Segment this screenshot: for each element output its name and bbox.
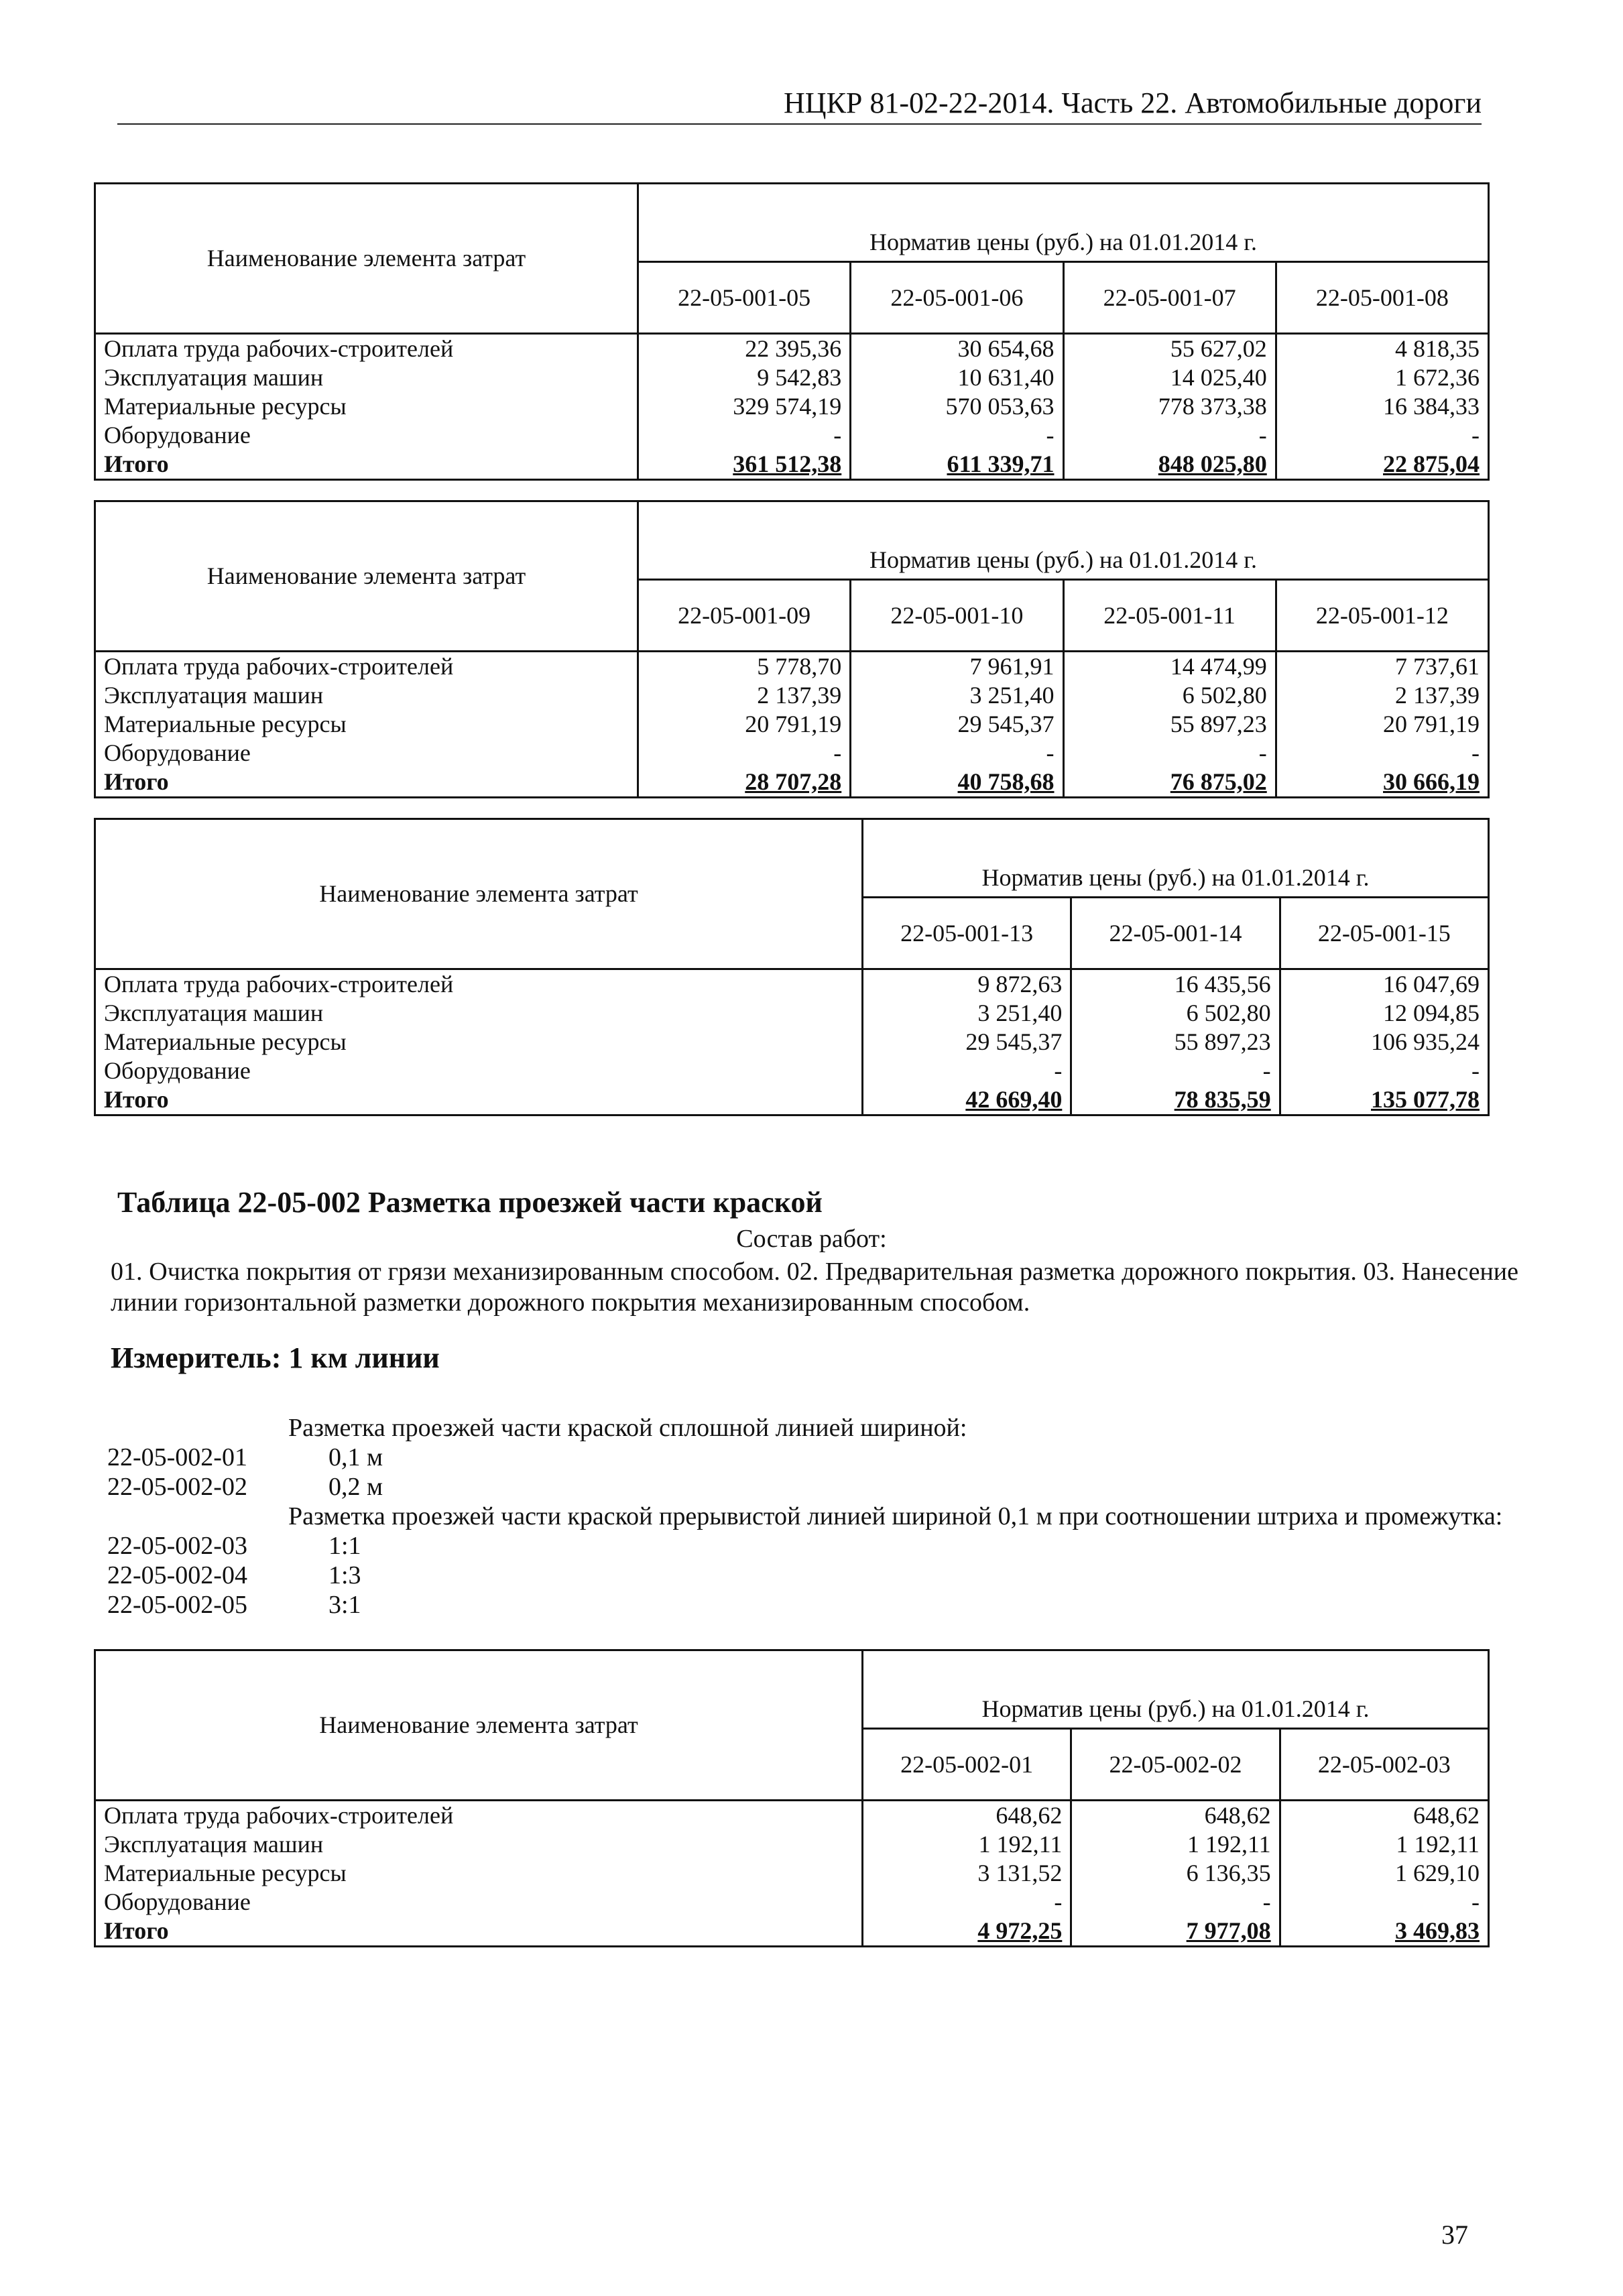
cell-value: 7 977,08 xyxy=(1071,1917,1280,1947)
spec-code: 22-05-002-02 xyxy=(107,1473,247,1501)
cell-value: 3 251,40 xyxy=(851,681,1063,710)
spec-code: 22-05-002-05 xyxy=(107,1591,247,1619)
cell-value: 78 835,59 xyxy=(1071,1085,1280,1115)
row-label: Оплата труда рабочих-строителей xyxy=(95,969,863,1000)
cell-value: 9 542,83 xyxy=(638,363,851,392)
row-label: Оплата труда рабочих-строителей xyxy=(95,1801,863,1831)
spec-value: 3:1 xyxy=(328,1591,361,1619)
cell-value: 6 136,35 xyxy=(1071,1859,1280,1888)
code-header: 22-05-001-14 xyxy=(1071,898,1280,969)
cell-value: 570 053,63 xyxy=(851,392,1063,421)
cell-value: 22 395,36 xyxy=(638,334,851,364)
cell-value: - xyxy=(863,1888,1071,1917)
row-label: Оборудование xyxy=(95,421,638,450)
code-header: 22-05-001-07 xyxy=(1063,262,1276,334)
cell-value: - xyxy=(638,739,851,768)
row-label: Итого xyxy=(95,450,638,480)
cell-value: - xyxy=(851,739,1063,768)
cell-value: - xyxy=(1071,1056,1280,1085)
cell-value: - xyxy=(1276,739,1488,768)
table-row xyxy=(95,739,1489,768)
cell-value: 55 627,02 xyxy=(1063,334,1276,364)
row-label: Оборудование xyxy=(95,1056,863,1085)
code-header: 22-05-002-01 xyxy=(863,1729,1071,1801)
name-column-header: Наименование элемента затрат xyxy=(95,819,863,969)
cost-table-4 xyxy=(94,1649,1490,1947)
cell-value: 55 897,23 xyxy=(1071,1028,1280,1056)
cell-value: 778 373,38 xyxy=(1063,392,1276,421)
running-header: НЦКР 81-02-22-2014. Часть 22. Автомобильные дороги xyxy=(117,84,1482,125)
cell-value: 29 545,37 xyxy=(851,710,1063,739)
spec-group-heading: Разметка проезжей части краской прерывистой линией шириной 0,1 м при соотношении штриха и промежутка: xyxy=(288,1502,1503,1530)
code-header: 22-05-001-15 xyxy=(1280,898,1488,969)
cell-value: 16 435,56 xyxy=(1071,969,1280,1000)
table-row xyxy=(95,1056,1489,1085)
cell-value: 7 961,91 xyxy=(851,652,1063,682)
row-label: Материальные ресурсы xyxy=(95,1859,863,1888)
norm-header: Норматив цены (руб.) на 01.01.2014 г. xyxy=(638,184,1489,262)
table-row xyxy=(95,1859,1489,1888)
total-row xyxy=(95,1917,1489,1947)
table-row xyxy=(95,392,1489,421)
cell-value: 135 077,78 xyxy=(1280,1085,1488,1115)
cell-value: 329 574,19 xyxy=(638,392,851,421)
cell-value: 16 047,69 xyxy=(1280,969,1488,1000)
code-header: 22-05-001-13 xyxy=(863,898,1071,969)
cell-value: 1 672,36 xyxy=(1276,363,1488,392)
name-column-header: Наименование элемента затрат xyxy=(95,1650,863,1801)
table-row xyxy=(95,421,1489,450)
cell-value: 2 137,39 xyxy=(638,681,851,710)
row-label: Итого xyxy=(95,1085,863,1115)
cell-value: 1 629,10 xyxy=(1280,1859,1488,1888)
cell-value: 76 875,02 xyxy=(1063,768,1276,798)
spec-value: 1:1 xyxy=(328,1532,361,1560)
cell-value: - xyxy=(1280,1056,1488,1085)
row-label: Материальные ресурсы xyxy=(95,710,638,739)
code-header: 22-05-001-06 xyxy=(851,262,1063,334)
cell-value: 40 758,68 xyxy=(851,768,1063,798)
cell-value: 28 707,28 xyxy=(638,768,851,798)
table-row xyxy=(95,334,1489,364)
cell-value: 10 631,40 xyxy=(851,363,1063,392)
cell-value: 9 872,63 xyxy=(863,969,1071,1000)
cell-value: 4 972,25 xyxy=(863,1917,1071,1947)
table-row xyxy=(95,999,1489,1028)
cell-value: 3 131,52 xyxy=(863,1859,1071,1888)
row-label: Эксплуатация машин xyxy=(95,999,863,1028)
cell-value: 55 897,23 xyxy=(1063,710,1276,739)
cell-value: 20 791,19 xyxy=(638,710,851,739)
cell-value: 648,62 xyxy=(1280,1801,1488,1831)
spec-value: 0,2 м xyxy=(328,1473,383,1501)
total-row xyxy=(95,1085,1489,1115)
cost-table-1 xyxy=(94,182,1490,481)
cell-value: 12 094,85 xyxy=(1280,999,1488,1028)
row-label: Материальные ресурсы xyxy=(95,1028,863,1056)
cell-value: 1 192,11 xyxy=(1071,1830,1280,1859)
cell-value: - xyxy=(638,421,851,450)
row-label: Оплата труда рабочих-строителей xyxy=(95,652,638,682)
cell-value: 3 251,40 xyxy=(863,999,1071,1028)
spec-group-heading: Разметка проезжей части краской сплошной линией шириной: xyxy=(288,1414,967,1442)
norm-header: Норматив цены (руб.) на 01.01.2014 г. xyxy=(863,819,1489,898)
code-header: 22-05-002-02 xyxy=(1071,1729,1280,1801)
row-label: Итого xyxy=(95,1917,863,1947)
row-label: Материальные ресурсы xyxy=(95,392,638,421)
cell-value: 14 474,99 xyxy=(1063,652,1276,682)
cell-value: 106 935,24 xyxy=(1280,1028,1488,1056)
table-row xyxy=(95,969,1489,1000)
table-row xyxy=(95,363,1489,392)
spec-code: 22-05-002-03 xyxy=(107,1532,247,1560)
table-row xyxy=(95,1888,1489,1917)
table-row xyxy=(95,710,1489,739)
cell-value: 7 737,61 xyxy=(1276,652,1488,682)
work-composition-text: 01. Очистка покрытия от грязи механизированным способом. 02. Предварительная разметка дорожного покрытия. 03. Нанесение линии горизонтальной разметки дорожного покрытия механизированным способом. xyxy=(111,1258,1518,1317)
cell-value: 648,62 xyxy=(1071,1801,1280,1831)
norm-header: Норматив цены (руб.) на 01.01.2014 г. xyxy=(863,1650,1489,1729)
cell-value: 22 875,04 xyxy=(1276,450,1488,480)
cell-value: 20 791,19 xyxy=(1276,710,1488,739)
cell-value: 6 502,80 xyxy=(1063,681,1276,710)
cell-value: - xyxy=(1063,739,1276,768)
table-row xyxy=(95,1801,1489,1831)
cell-value: 361 512,38 xyxy=(638,450,851,480)
table-row xyxy=(95,652,1489,682)
cell-value: 611 339,71 xyxy=(851,450,1063,480)
section-title: Таблица 22-05-002 Разметка проезжей части краской xyxy=(117,1186,823,1219)
cell-value: 29 545,37 xyxy=(863,1028,1071,1056)
spec-code: 22-05-002-01 xyxy=(107,1443,247,1471)
page-number: 37 xyxy=(1441,2220,1468,2250)
cell-value: 848 025,80 xyxy=(1063,450,1276,480)
code-header: 22-05-002-03 xyxy=(1280,1729,1488,1801)
cell-value: 1 192,11 xyxy=(863,1830,1071,1859)
cell-value: 30 654,68 xyxy=(851,334,1063,364)
cell-value: 4 818,35 xyxy=(1276,334,1488,364)
cell-value: 5 778,70 xyxy=(638,652,851,682)
code-header: 22-05-001-12 xyxy=(1276,580,1488,652)
cell-value: 30 666,19 xyxy=(1276,768,1488,798)
row-label: Эксплуатация машин xyxy=(95,1830,863,1859)
code-header: 22-05-001-09 xyxy=(638,580,851,652)
cell-value: 14 025,40 xyxy=(1063,363,1276,392)
cell-value: - xyxy=(863,1056,1071,1085)
cell-value: - xyxy=(1276,421,1488,450)
cell-value: - xyxy=(851,421,1063,450)
row-label: Оборудование xyxy=(95,1888,863,1917)
spec-code: 22-05-002-04 xyxy=(107,1561,247,1589)
cell-value: 2 137,39 xyxy=(1276,681,1488,710)
name-column-header: Наименование элемента затрат xyxy=(95,501,638,652)
cell-value: 3 469,83 xyxy=(1280,1917,1488,1947)
cell-value: 16 384,33 xyxy=(1276,392,1488,421)
code-header: 22-05-001-08 xyxy=(1276,262,1488,334)
cell-value: 42 669,40 xyxy=(863,1085,1071,1115)
table-row xyxy=(95,1830,1489,1859)
spec-value: 0,1 м xyxy=(328,1443,383,1471)
row-label: Эксплуатация машин xyxy=(95,681,638,710)
work-composition-heading: Состав работ: xyxy=(736,1225,887,1253)
name-column-header: Наименование элемента затрат xyxy=(95,184,638,334)
table-row xyxy=(95,1028,1489,1056)
cost-table-3 xyxy=(94,818,1490,1116)
cell-value: 1 192,11 xyxy=(1280,1830,1488,1859)
table-row xyxy=(95,681,1489,710)
total-row xyxy=(95,450,1489,480)
code-header: 22-05-001-05 xyxy=(638,262,851,334)
total-row xyxy=(95,768,1489,798)
spec-value: 1:3 xyxy=(328,1561,361,1589)
row-label: Оборудование xyxy=(95,739,638,768)
cell-value: - xyxy=(1071,1888,1280,1917)
norm-header: Норматив цены (руб.) на 01.01.2014 г. xyxy=(638,501,1489,580)
cell-value: - xyxy=(1063,421,1276,450)
code-header: 22-05-001-11 xyxy=(1063,580,1276,652)
cell-value: 6 502,80 xyxy=(1071,999,1280,1028)
measure-unit: Измеритель: 1 км линии xyxy=(111,1341,440,1374)
row-label: Оплата труда рабочих-строителей xyxy=(95,334,638,364)
code-header: 22-05-001-10 xyxy=(851,580,1063,652)
row-label: Итого xyxy=(95,768,638,798)
cost-table-2 xyxy=(94,500,1490,798)
cell-value: 648,62 xyxy=(863,1801,1071,1831)
row-label: Эксплуатация машин xyxy=(95,363,638,392)
cell-value: - xyxy=(1280,1888,1488,1917)
